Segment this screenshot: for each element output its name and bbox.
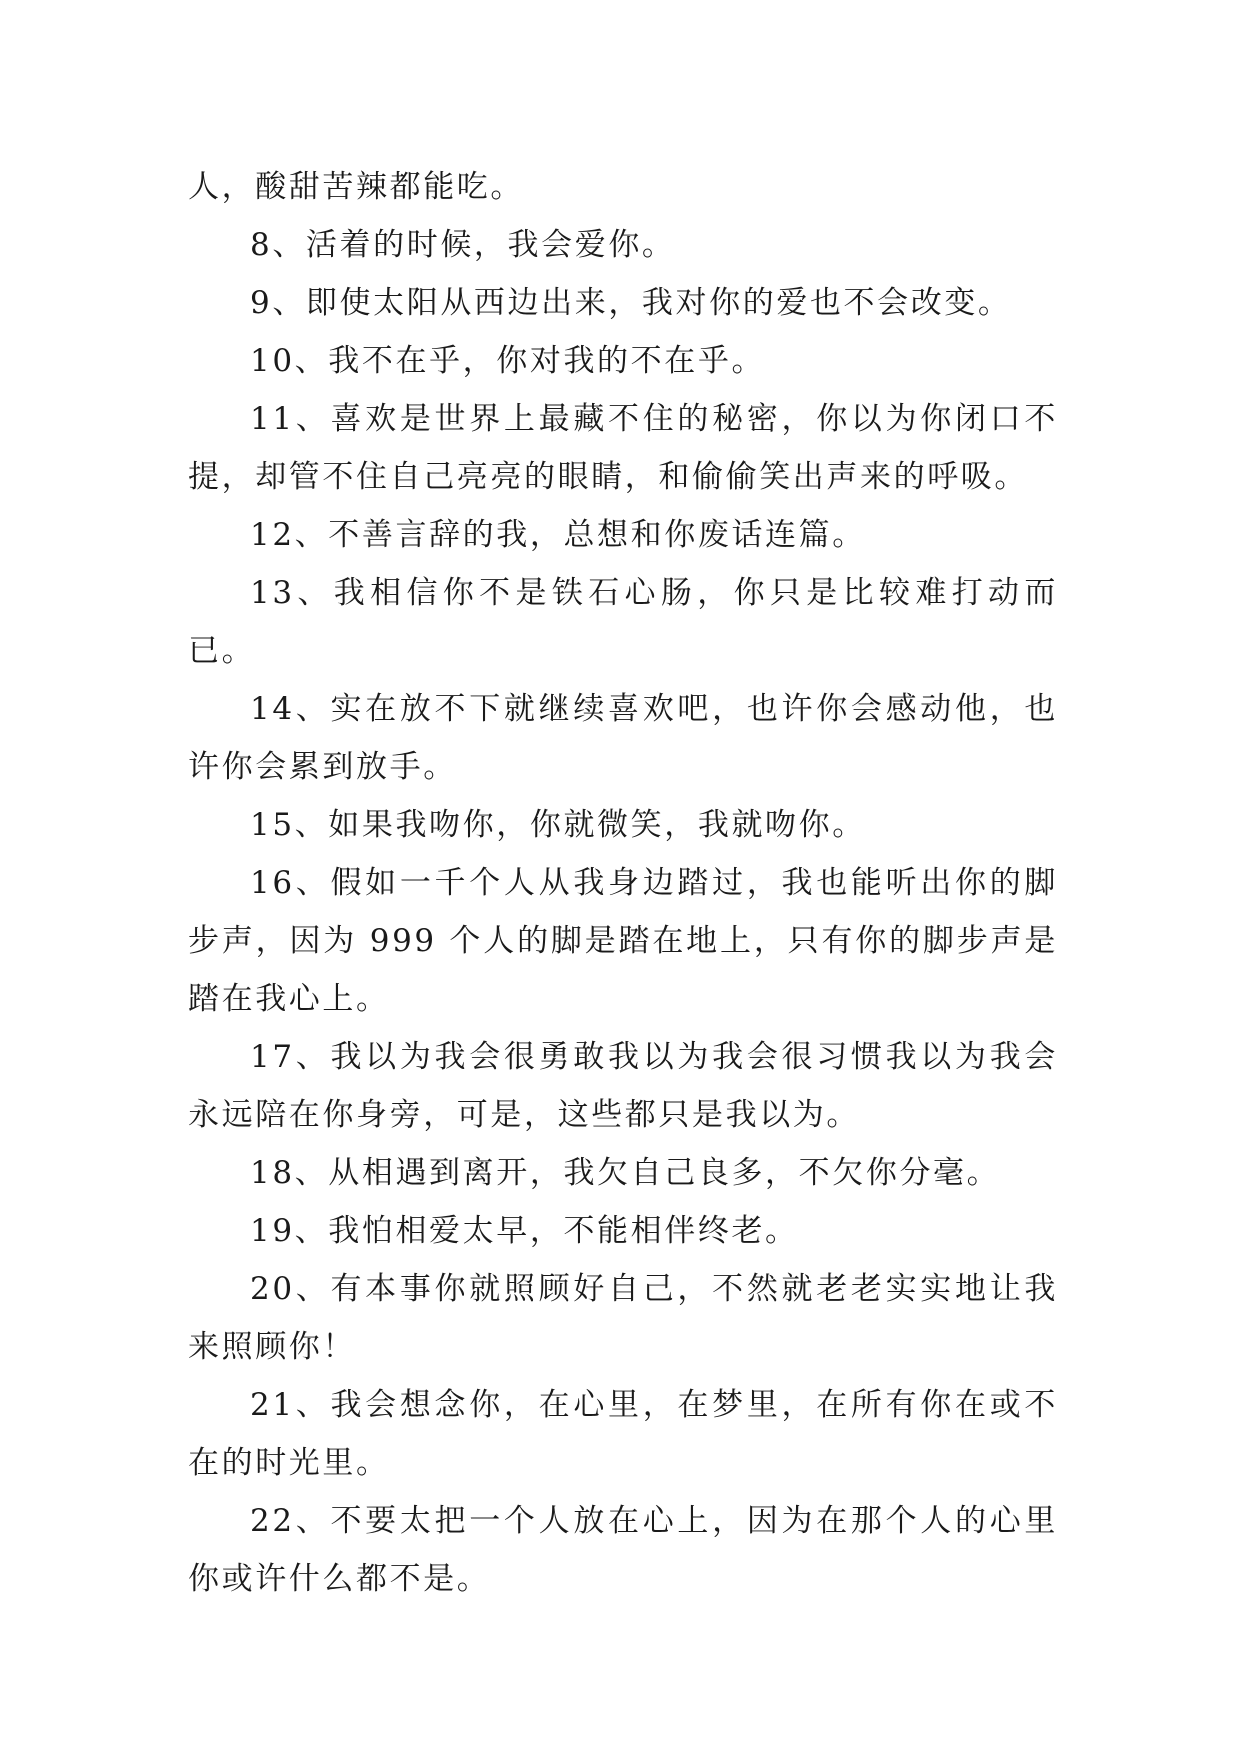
paragraph-9: 9、即使太阳从西边出来，我对你的爱也不会改变。 bbox=[250, 285, 1012, 321]
paragraph-18: 18、从相遇到离开，我欠自己良多，不欠你分毫。 bbox=[250, 1155, 1001, 1191]
paragraph-10: 10、我不在乎，你对我的不在乎。 bbox=[250, 343, 766, 379]
paragraph-8: 8、活着的时候，我会爱你。 bbox=[250, 227, 676, 263]
paragraph-22: 22、不要太把一个人放在心上，因为在那个人的心里你或许什么都不是。 bbox=[188, 1503, 1058, 1597]
paragraph-13: 13、我相信你不是铁石心肠，你只是比较难打动而已。 bbox=[188, 575, 1058, 669]
paragraph-19: 19、我怕相爱太早，不能相伴终老。 bbox=[250, 1213, 799, 1249]
document-body bbox=[188, 158, 1058, 1608]
paragraph-15: 15、如果我吻你，你就微笑，我就吻你。 bbox=[250, 807, 866, 843]
paragraph-16: 16、假如一千个人从我身边踏过，我也能听出你的脚步声，因为 999 个人的脚是踏在地上，只有你的脚步声是踏在我心上。 bbox=[188, 865, 1058, 1017]
paragraph-14: 14、实在放不下就继续喜欢吧，也许你会感动他，也许你会累到放手。 bbox=[188, 691, 1058, 785]
paragraph-17: 17、我以为我会很勇敢我以为我会很习惯我以为我会永远陪在你身旁，可是，这些都只是我以为。 bbox=[188, 1039, 1058, 1133]
paragraph-21: 21、我会想念你，在心里，在梦里，在所有你在或不在的时光里。 bbox=[188, 1387, 1058, 1481]
paragraph-12: 12、不善言辞的我，总想和你废话连篇。 bbox=[250, 517, 866, 553]
paragraph-7-continued: 人，酸甜苦辣都能吃。 bbox=[188, 169, 524, 205]
paragraph-11: 11、喜欢是世界上最藏不住的秘密，你以为你闭口不提，却管不住自己亮亮的眼睛，和偷偷笑出声来的呼吸。 bbox=[188, 401, 1058, 495]
paragraph-20: 20、有本事你就照顾好自己，不然就老老实实地让我来照顾你！ bbox=[188, 1271, 1058, 1365]
